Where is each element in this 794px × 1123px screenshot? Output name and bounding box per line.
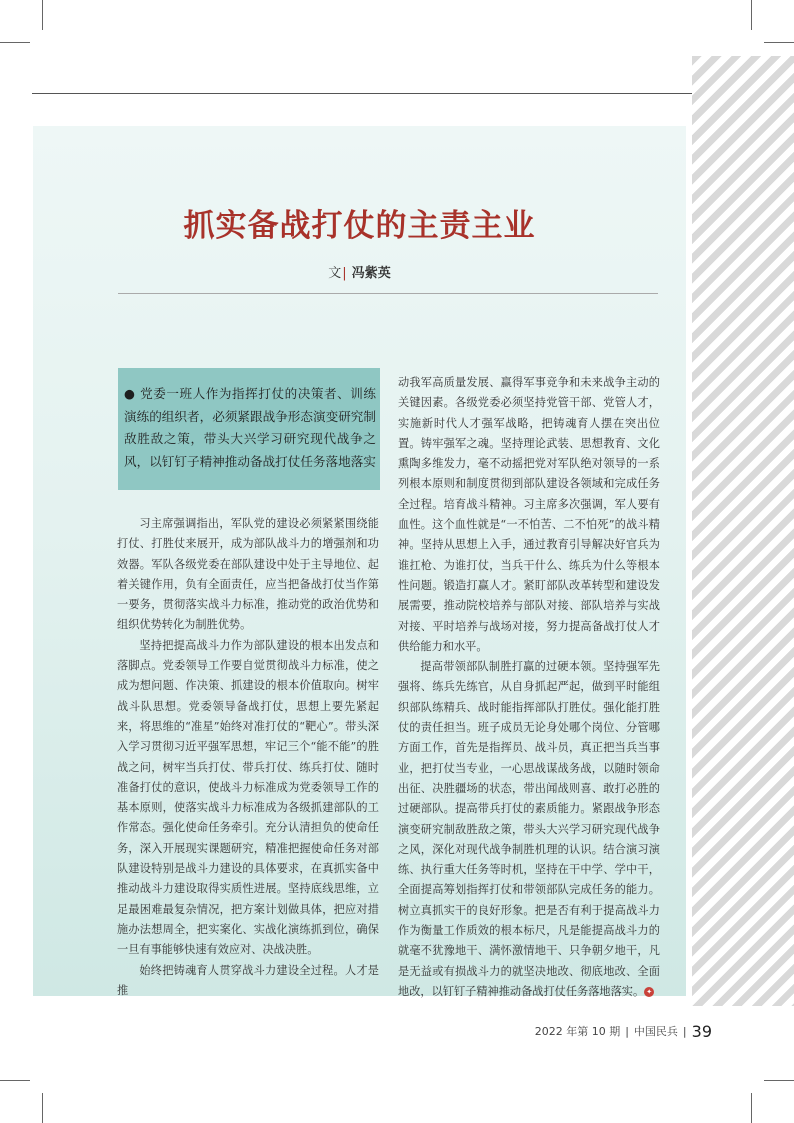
right-column (398, 373, 660, 1002)
end-of-article-icon: ✦ (644, 987, 654, 997)
crop-mark (751, 0, 752, 30)
paragraph-text: 提高带领部队制胜打赢的过硬本领。坚持强军先强将、练兵先练官，从自身抓起严起，做到平时能组织部队练精兵、战时能指挥部队打胜仗。强化能打胜仗的责任担当。班子成员无论身处哪个岗位、分管哪方面工作，首先是指挥员、战斗员，真正把当兵当事业，把打仗当专业，一心思战谋战务战，以随时领命出征、决胜疆场的状态，带出闻战则喜、敢打必胜的过硬部队。提高带兵打仗的素质能力。紧跟战争形态演变研究制敌胜敌之策，带头大兴学习研究现代战争之风，深化对现代战争制胜机理的认识。结合演习演练、执行重大任务等时机，坚持在干中学、学中干，全面提高筹划指挥打仗和带领部队完成任务的能力。树立真抓实干的良好形象。把是否有利于提高战斗力作为衡量工作质效的根本标尺，凡是能提高战斗力的就毫不犹豫地干、满怀激情地干、只争朝夕地干，凡是无益或有损战斗力的就坚决地改、彻底地改、全面地改，以钉钉子精神推动备战打仗任务落地落实。 (398, 660, 660, 998)
page-footer: 2022 年第 10 期 | 中国民兵 | 39 (534, 1022, 712, 1041)
summary-text: ● 党委一班人作为指挥打仗的决策者、训练演练的组织者，必须紧跟战争形态演变研究制敌胜敌之策，带头大兴学习研究现代战争之风，以钉钉子精神推动备战打仗任务落地落实 (124, 386, 376, 469)
decorative-stripes (692, 56, 794, 1006)
issue-label: 2022 年第 10 期 (534, 1025, 621, 1038)
paragraph (398, 657, 660, 1002)
crop-mark (764, 1080, 794, 1081)
header-rule (32, 93, 692, 94)
author-name: 冯紫英 (351, 266, 391, 281)
page-number: 39 (691, 1022, 712, 1041)
paragraph: 动我军高质量发展、赢得军事竞争和未来战争主动的关键因素。各级党委必须坚持党管干部、党管人才，实施新时代人才强军战略，把铸魂育人摆在突出位置。铸牢强军之魂。坚持理论武装、思想教育、文化熏陶多维发力，毫不动摇把党对军队绝对领导的一系列根本原则和制度贯彻到部队建设各领域和完成任务全过程。培育战斗精神。习主席多次强调，军人要有血性。这个血性就是“一不怕苦、二不怕死”的战斗精神。坚持从思想上入手，通过教育引导解决好官兵为谁扛枪、为谁打仗，当兵干什么、练兵为什么等根本性问题。锻造打赢人才。紧盯部队改革转型和建设发展需要，推动院校培养与部队对接、部队培养与实战对接、平时培养与战场对接，努力提高备战打仗人才供给能力和水平。 (398, 376, 660, 653)
crop-mark (764, 42, 794, 43)
crop-mark (0, 42, 30, 43)
crop-mark (751, 1093, 752, 1123)
crop-mark (42, 1093, 43, 1123)
byline-divider: | (342, 266, 347, 281)
magazine-name: 中国民兵 (633, 1025, 678, 1038)
crop-mark (0, 1080, 30, 1081)
byline-prefix: 文 (328, 266, 342, 281)
paragraph: 习主席强调指出，军队党的建设必须紧紧围绕能打仗、打胜仗来展开，成为部队战斗力的增强剂和功效器。军队各级党委在部队建设中处于主导地位、起着关键作用，负有全面责任，应当把备战打仗当作第一要务，贯彻落实战斗力标准，推动党的政治优势和组织优势转化为制胜优势。 (117, 517, 379, 632)
title-divider (118, 293, 658, 294)
paragraph: 坚持把提高战斗力作为部队建设的根本出发点和落脚点。党委领导工作要自觉贯彻战斗力标准，使之成为想问题、作决策、抓建设的根本价值取向。树牢战斗队思想。党委领导备战打仗，思想上要先紧起来，将思维的“准星”始终对准打仗的“靶心”。带头深入学习贯彻习近平强军思想，牢记三个“能不能”的胜战之问，树牢当兵打仗、带兵打仗、练兵打仗、随时准备打仗的意识，使战斗力标准成为党委领导工作的基本原则，使落实战斗力标准成为各级抓建部队的工作常态。强化使命任务牵引。充分认清担负的使命任务，深入开展现实课题研究，精准把握使命任务对部队建设特别是战斗力建设的具体要求，在真抓实备中推动战斗力建设取得实质性进展。坚持底线思维，立足最困难最复杂情况，把方案计划做具体，把应对措施办法想周全，把实案化、实战化演练抓到位，确保一旦有事能够快速有效应对、决战决胜。 (117, 638, 379, 957)
article-title: 抓实备战打仗的主责主业 (183, 208, 536, 244)
crop-mark (42, 0, 43, 30)
paragraph: 始终把铸魂育人贯穿战斗力建设全过程。人才是推 (117, 963, 379, 997)
left-column (117, 514, 379, 1001)
byline (33, 262, 686, 281)
